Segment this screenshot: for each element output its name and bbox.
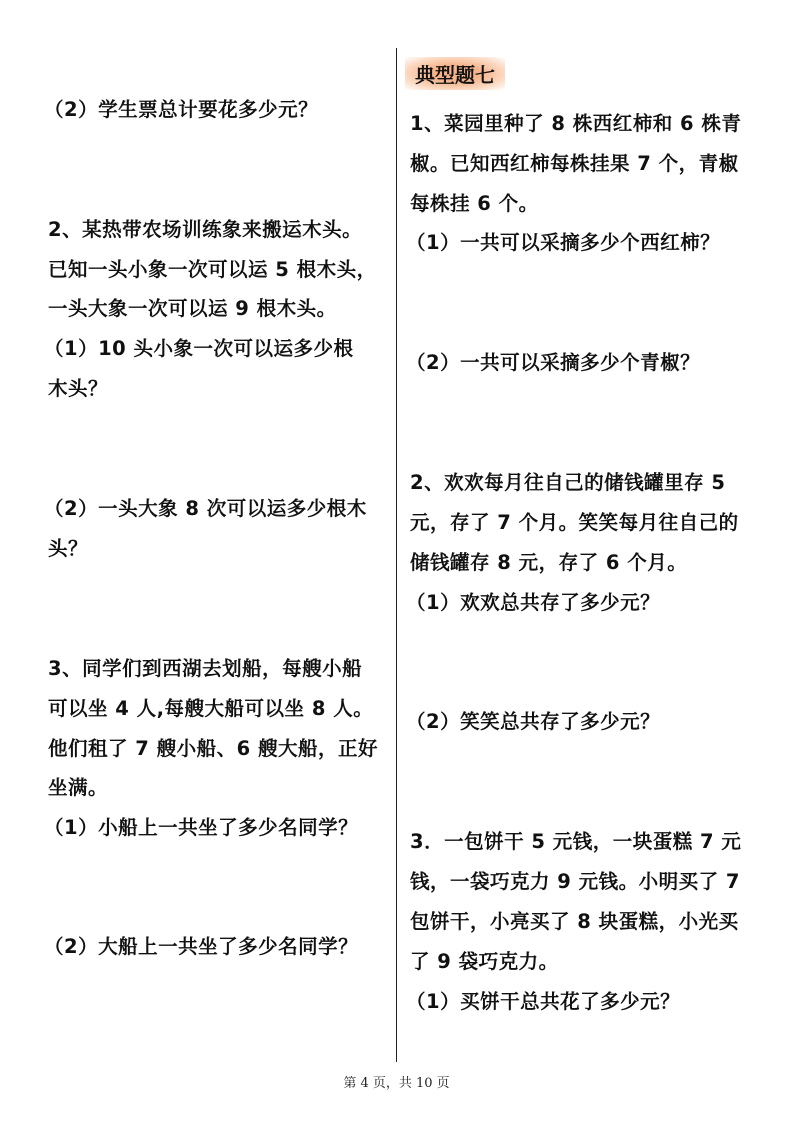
question-line: 木头？ xyxy=(48,377,109,400)
question-line: 包饼干，小亮买了 8 块蛋糕，小光买 xyxy=(410,910,739,933)
page-number-footer: 第 4 页，共 10 页 xyxy=(343,1076,450,1091)
question-line: 一头大象一次可以运 9 根木头。 xyxy=(48,297,337,320)
column-divider xyxy=(396,48,397,1062)
question-line: （1）买饼干总共花了多少元？ xyxy=(406,990,681,1013)
question-line: 他们租了 7 艘小船、6 艘大船，正好 xyxy=(48,737,379,760)
question-line: 椒。已知西红柿每株挂果 7 个，青椒 xyxy=(410,152,739,175)
question-line: 2、某热带农场训练象来搬运木头。 xyxy=(48,218,363,241)
question-line: （2）笑笑总共存了多少元？ xyxy=(406,710,661,733)
question-line: （1）小船上一共坐了多少名同学？ xyxy=(44,816,359,839)
question-line: 了 9 袋巧克力。 xyxy=(410,950,559,973)
question-line: 每株挂 6 个。 xyxy=(410,192,539,215)
question-line: （1）欢欢总共存了多少元？ xyxy=(406,591,661,614)
section-title: 典型题七 xyxy=(405,57,505,90)
question-line: 1、菜园里种了 8 株西红柿和 6 株青 xyxy=(410,112,742,135)
question-line: 头？ xyxy=(48,537,89,560)
question-line: 坐满。 xyxy=(48,776,109,799)
question-line: （2）一共可以采摘多少个青椒？ xyxy=(406,351,701,374)
question-line: 已知一头小象一次可以运 5 根木头， xyxy=(48,258,377,281)
question-line: 元，存了 7 个月。笑笑每月往自己的 xyxy=(410,511,739,534)
question-line: 3、同学们到西湖去划船，每艘小船 xyxy=(48,657,363,680)
question-line: 储钱罐存 8 元，存了 6 个月。 xyxy=(410,551,688,574)
question-line: （2）学生票总计要花多少元？ xyxy=(44,98,319,121)
question-line: 钱，一袋巧克力 9 元钱。小明买了 7 xyxy=(410,870,741,893)
question-line: 可以坐 4 人,每艘大船可以坐 8 人。 xyxy=(48,697,374,720)
question-line: 3．一包饼干 5 元钱，一块蛋糕 7 元 xyxy=(410,830,742,853)
question-line: 2、欢欢每月往自己的储钱罐里存 5 xyxy=(410,471,726,494)
question-line: （1）10 头小象一次可以运多少根 xyxy=(44,337,354,360)
question-line: （2）一头大象 8 次可以运多少根木 xyxy=(44,497,367,520)
question-line: （2）大船上一共坐了多少名同学？ xyxy=(44,935,359,958)
question-line: （1）一共可以采摘多少个西红柿？ xyxy=(406,231,721,254)
